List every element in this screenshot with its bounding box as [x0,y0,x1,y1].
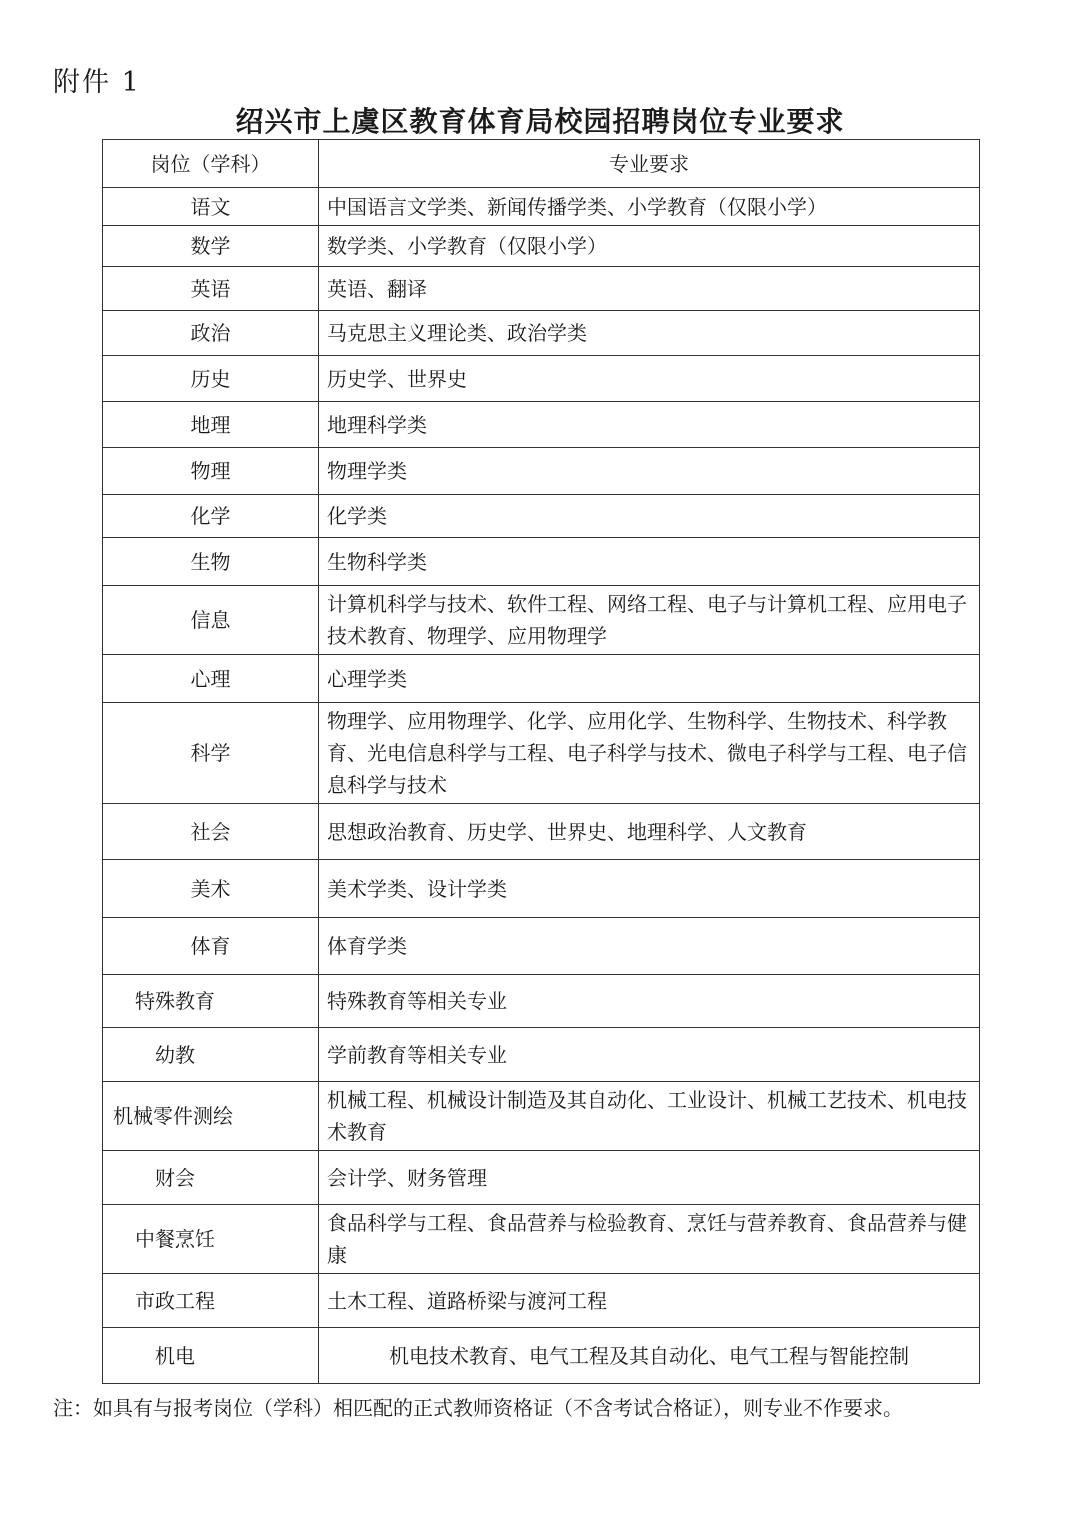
table-row [103,1205,980,1274]
subject-cell: 机械零件测绘 [103,1082,319,1151]
table-header-row [103,140,980,188]
requirement-cell: 生物科学类 [319,538,980,586]
attachment-label: 附件 1 [53,67,141,98]
requirement-cell: 体育学类 [319,918,980,975]
table-row [103,538,980,586]
requirement-cell: 历史学、世界史 [319,356,980,402]
requirement-cell: 特殊教育等相关专业 [319,975,980,1028]
table-row [103,655,980,703]
subject-cell: 市政工程 [103,1274,319,1328]
requirement-cell: 思想政治教育、历史学、世界史、地理科学、人文教育 [319,804,980,860]
requirement-cell: 机械工程、机械设计制造及其自动化、工业设计、机械工艺技术、机电技术教育 [319,1082,980,1151]
subject-cell: 物理 [103,448,319,495]
table-row [103,860,980,918]
subject-cell: 特殊教育 [103,975,319,1028]
requirement-cell: 食品科学与工程、食品营养与检验教育、烹饪与营养教育、食品营养与健康 [319,1205,980,1274]
requirement-cell: 机电技术教育、电气工程及其自动化、电气工程与智能控制 [319,1328,980,1384]
table-row [103,356,980,402]
requirement-cell: 物理学类 [319,448,980,495]
requirement-cell: 数学类、小学教育（仅限小学） [319,226,980,267]
table-row [103,918,980,975]
subject-cell: 幼教 [103,1028,319,1082]
subject-cell: 数学 [103,226,319,267]
subject-cell: 化学 [103,495,319,538]
subject-cell: 生物 [103,538,319,586]
subject-cell: 信息 [103,586,319,655]
table-row [103,311,980,356]
subject-cell: 政治 [103,311,319,356]
subject-cell: 社会 [103,804,319,860]
subject-cell: 机电 [103,1328,319,1384]
requirement-cell: 地理科学类 [319,402,980,448]
table-row [103,267,980,311]
requirement-cell: 心理学类 [319,655,980,703]
subject-cell: 科学 [103,703,319,804]
requirement-cell: 物理学、应用物理学、化学、应用化学、生物科学、生物技术、科学教育、光电信息科学与工程、电子科学与技术、微电子科学与工程、电子信息科学与技术 [319,703,980,804]
requirement-cell: 美术学类、设计学类 [319,860,980,918]
table-row [103,448,980,495]
requirement-cell: 中国语言文学类、新闻传播学类、小学教育（仅限小学） [319,188,980,226]
table-row [103,975,980,1028]
table-row [103,1274,980,1328]
requirement-cell: 英语、翻译 [319,267,980,311]
table-row [103,1028,980,1082]
header-subject: 岗位（学科） [103,140,319,188]
table-row [103,495,980,538]
subject-cell: 英语 [103,267,319,311]
table-row [103,402,980,448]
table-row [103,703,980,804]
table-row [103,1082,980,1151]
subject-cell: 地理 [103,402,319,448]
requirements-table [102,139,980,1384]
table-row [103,1151,980,1205]
table-row [103,188,980,226]
requirement-cell: 会计学、财务管理 [319,1151,980,1205]
subject-cell: 语文 [103,188,319,226]
table-row [103,1328,980,1384]
table-row [103,586,980,655]
requirement-cell: 计算机科学与技术、软件工程、网络工程、电子与计算机工程、应用电子技术教育、物理学、应用物理学 [319,586,980,655]
page-title: 绍兴市上虞区教育体育局校园招聘岗位专业要求 [235,105,845,138]
footnote: 注：如具有与报考岗位（学科）相匹配的正式教师资格证（不含考试合格证），则专业不作要求。 [53,1396,903,1420]
subject-cell: 心理 [103,655,319,703]
table-row [103,804,980,860]
requirement-cell: 土木工程、道路桥梁与渡河工程 [319,1274,980,1328]
requirement-cell: 马克思主义理论类、政治学类 [319,311,980,356]
subject-cell: 财会 [103,1151,319,1205]
header-requirement: 专业要求 [319,140,980,188]
requirement-cell: 学前教育等相关专业 [319,1028,980,1082]
subject-cell: 历史 [103,356,319,402]
table-row [103,226,980,267]
subject-cell: 美术 [103,860,319,918]
subject-cell: 中餐烹饪 [103,1205,319,1274]
subject-cell: 体育 [103,918,319,975]
requirement-cell: 化学类 [319,495,980,538]
